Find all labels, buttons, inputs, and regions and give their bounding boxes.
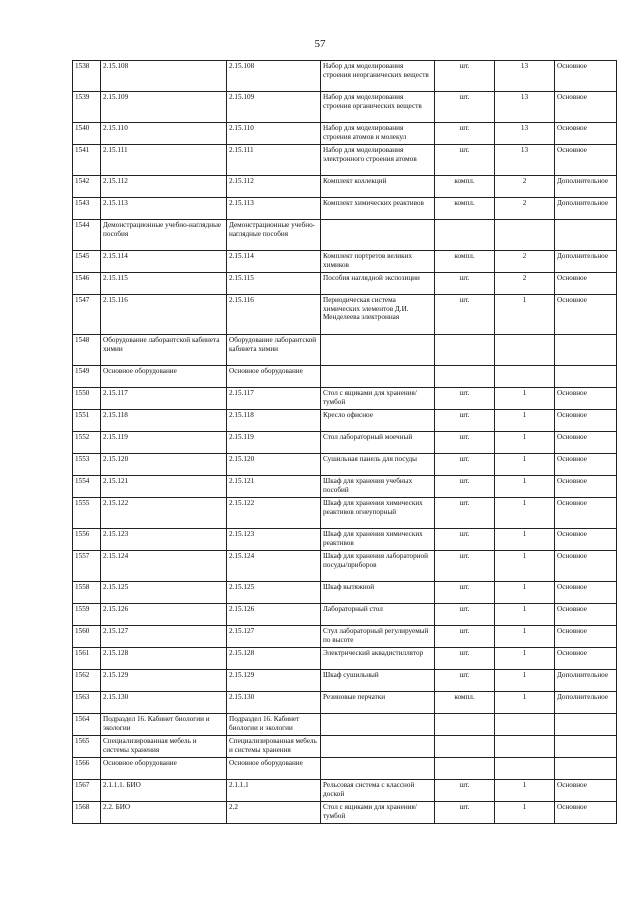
table-row — [73, 648, 617, 670]
item-code: 2.15.109 — [101, 92, 227, 123]
item-name: Пособия наглядной экспозиции — [321, 273, 435, 295]
item-code: 2.15.112 — [101, 176, 227, 198]
page-number: 57 — [314, 38, 326, 50]
item-code-alt: 2.15.110 — [227, 123, 321, 145]
item-code: 2.1.1.1. БИО — [101, 780, 227, 802]
item-code-alt: 2.15.112 — [227, 176, 321, 198]
item-code-alt: Подраздел 16. Кабинет биологии и экологии — [227, 714, 321, 736]
item-unit: компл. — [435, 251, 495, 273]
item-type: Дополнительное — [555, 692, 617, 714]
table-row — [73, 529, 617, 551]
item-code: Оборудование лаборантской кабинета химии — [101, 335, 227, 366]
item-type: Основное — [555, 551, 617, 582]
item-code: 2.15.123 — [101, 529, 227, 551]
item-type — [555, 758, 617, 780]
item-unit: шт. — [435, 432, 495, 454]
row-number: 1556 — [73, 529, 101, 551]
row-number: 1554 — [73, 476, 101, 498]
row-number: 1553 — [73, 454, 101, 476]
item-unit: шт. — [435, 780, 495, 802]
row-number: 1549 — [73, 366, 101, 388]
item-type: Дополнительное — [555, 670, 617, 692]
row-number: 1547 — [73, 295, 101, 335]
equipment-table-body — [73, 61, 617, 824]
item-unit: шт. — [435, 92, 495, 123]
item-quantity: 1 — [495, 454, 555, 476]
item-code: 2.15.115 — [101, 273, 227, 295]
item-type — [555, 736, 617, 758]
item-name: Сушильная панель для посуды — [321, 454, 435, 476]
item-unit: шт. — [435, 476, 495, 498]
item-code: 2.15.125 — [101, 582, 227, 604]
item-quantity: 1 — [495, 604, 555, 626]
item-name: Периодическая система химических элементов Д.И. Менделеева электронная — [321, 295, 435, 335]
item-name — [321, 714, 435, 736]
item-name — [321, 366, 435, 388]
item-code: 2.15.127 — [101, 626, 227, 648]
item-type: Основное — [555, 802, 617, 824]
item-quantity: 13 — [495, 145, 555, 176]
table-row — [73, 220, 617, 251]
item-type: Основное — [555, 582, 617, 604]
item-code-alt: 2.15.130 — [227, 692, 321, 714]
table-row — [73, 366, 617, 388]
item-quantity: 2 — [495, 251, 555, 273]
item-quantity: 1 — [495, 388, 555, 410]
table-row — [73, 626, 617, 648]
item-code: Основное оборудование — [101, 758, 227, 780]
item-quantity: 1 — [495, 551, 555, 582]
item-unit — [435, 714, 495, 736]
item-name: Шкаф для хранения химических реактивов огнеупорный — [321, 498, 435, 529]
item-code-alt: 2.15.109 — [227, 92, 321, 123]
table-row — [73, 176, 617, 198]
table-row — [73, 802, 617, 824]
item-unit — [435, 736, 495, 758]
item-unit: шт. — [435, 582, 495, 604]
item-code: 2.15.121 — [101, 476, 227, 498]
item-unit: компл. — [435, 692, 495, 714]
table-row — [73, 604, 617, 626]
item-code-alt: 2.15.116 — [227, 295, 321, 335]
item-code-alt: 2.15.128 — [227, 648, 321, 670]
item-code-alt: 2.15.125 — [227, 582, 321, 604]
item-code-alt: 2.15.121 — [227, 476, 321, 498]
item-unit — [435, 366, 495, 388]
item-code: 2.15.126 — [101, 604, 227, 626]
item-unit: шт. — [435, 551, 495, 582]
item-code-alt: Основное оборудование — [227, 366, 321, 388]
item-quantity: 1 — [495, 410, 555, 432]
item-name: Комплект химических реактивов — [321, 198, 435, 220]
item-quantity — [495, 714, 555, 736]
row-number: 1562 — [73, 670, 101, 692]
item-code: 2.15.113 — [101, 198, 227, 220]
table-row — [73, 670, 617, 692]
item-code: 2.15.118 — [101, 410, 227, 432]
item-name: Комплект коллекций — [321, 176, 435, 198]
item-type: Основное — [555, 92, 617, 123]
item-type: Основное — [555, 145, 617, 176]
item-quantity: 1 — [495, 692, 555, 714]
item-type: Основное — [555, 780, 617, 802]
row-number: 1540 — [73, 123, 101, 145]
row-number: 1539 — [73, 92, 101, 123]
item-quantity: 13 — [495, 92, 555, 123]
row-number: 1548 — [73, 335, 101, 366]
item-type: Основное — [555, 529, 617, 551]
table-row — [73, 198, 617, 220]
item-code: 2.15.110 — [101, 123, 227, 145]
item-unit: шт. — [435, 123, 495, 145]
item-code-alt: 2.1.1.1 — [227, 780, 321, 802]
item-name: Лабораторный стол — [321, 604, 435, 626]
item-name: Резиновые перчатки — [321, 692, 435, 714]
item-unit: компл. — [435, 198, 495, 220]
item-quantity — [495, 736, 555, 758]
item-unit — [435, 220, 495, 251]
item-name: Шкаф для хранения химических реактивов — [321, 529, 435, 551]
row-number: 1544 — [73, 220, 101, 251]
item-code: 2.15.120 — [101, 454, 227, 476]
item-code-alt: 2.15.127 — [227, 626, 321, 648]
table-row — [73, 780, 617, 802]
item-code-alt: 2.15.129 — [227, 670, 321, 692]
item-name: Стул лабораторный регулируемый по высоте — [321, 626, 435, 648]
item-unit: шт. — [435, 802, 495, 824]
item-code-alt: 2.15.115 — [227, 273, 321, 295]
table-row — [73, 61, 617, 92]
item-quantity — [495, 220, 555, 251]
item-quantity: 2 — [495, 198, 555, 220]
item-name — [321, 335, 435, 366]
item-unit: шт. — [435, 410, 495, 432]
item-quantity: 1 — [495, 529, 555, 551]
row-number: 1566 — [73, 758, 101, 780]
item-unit — [435, 758, 495, 780]
item-name: Электрический аквадистиллятор — [321, 648, 435, 670]
item-quantity: 1 — [495, 498, 555, 529]
item-unit: шт. — [435, 498, 495, 529]
item-name — [321, 736, 435, 758]
item-type — [555, 220, 617, 251]
item-unit: шт. — [435, 626, 495, 648]
item-unit: компл. — [435, 176, 495, 198]
row-number: 1555 — [73, 498, 101, 529]
item-type: Основное — [555, 410, 617, 432]
item-code-alt: Специализированная мебель и системы хранения — [227, 736, 321, 758]
item-unit: шт. — [435, 670, 495, 692]
row-number: 1560 — [73, 626, 101, 648]
item-quantity: 1 — [495, 802, 555, 824]
item-code-alt: 2.15.108 — [227, 61, 321, 92]
table-row — [73, 251, 617, 273]
item-name: Набор для моделирования строения атомов и молекул — [321, 123, 435, 145]
item-quantity: 1 — [495, 626, 555, 648]
item-code-alt: 2.15.122 — [227, 498, 321, 529]
item-type: Дополнительное — [555, 251, 617, 273]
item-type — [555, 366, 617, 388]
table-row — [73, 335, 617, 366]
item-unit: шт. — [435, 454, 495, 476]
row-number: 1552 — [73, 432, 101, 454]
row-number: 1564 — [73, 714, 101, 736]
item-name: Стол с ящиками для хранения/тумбой — [321, 802, 435, 824]
table-row — [73, 432, 617, 454]
table-row — [73, 736, 617, 758]
item-type: Дополнительное — [555, 176, 617, 198]
item-type: Основное — [555, 626, 617, 648]
item-code-alt: 2.15.118 — [227, 410, 321, 432]
item-name — [321, 220, 435, 251]
row-number: 1542 — [73, 176, 101, 198]
item-name: Набор для моделирования строения органических веществ — [321, 92, 435, 123]
table-row — [73, 123, 617, 145]
equipment-table — [72, 60, 617, 824]
table-row — [73, 145, 617, 176]
item-quantity: 1 — [495, 432, 555, 454]
item-name: Шкаф для хранения лабораторной посуды/приборов — [321, 551, 435, 582]
item-unit: шт. — [435, 648, 495, 670]
item-type — [555, 335, 617, 366]
table-row — [73, 388, 617, 410]
table-row — [73, 454, 617, 476]
item-name: Комплект портретов великих химиков — [321, 251, 435, 273]
item-code: 2.15.128 — [101, 648, 227, 670]
item-type: Дополнительное — [555, 198, 617, 220]
item-quantity: 1 — [495, 582, 555, 604]
item-code: Демонстрационные учебно-наглядные пособия — [101, 220, 227, 251]
item-unit: шт. — [435, 145, 495, 176]
row-number: 1568 — [73, 802, 101, 824]
item-type: Основное — [555, 432, 617, 454]
item-code: 2.2. БИО — [101, 802, 227, 824]
item-name: Шкаф сушильный — [321, 670, 435, 692]
item-code-alt: 2.15.113 — [227, 198, 321, 220]
item-code-alt: 2.15.123 — [227, 529, 321, 551]
item-quantity — [495, 758, 555, 780]
item-type: Основное — [555, 498, 617, 529]
item-code-alt: Демонстрационные учебно-наглядные пособия — [227, 220, 321, 251]
item-code: 2.15.111 — [101, 145, 227, 176]
item-type: Основное — [555, 273, 617, 295]
item-code-alt: 2.15.124 — [227, 551, 321, 582]
item-name: Шкаф вытяжной — [321, 582, 435, 604]
item-quantity: 1 — [495, 476, 555, 498]
row-number: 1550 — [73, 388, 101, 410]
item-name — [321, 758, 435, 780]
item-code: 2.15.129 — [101, 670, 227, 692]
item-type: Основное — [555, 388, 617, 410]
item-code: 2.15.122 — [101, 498, 227, 529]
item-code: 2.15.119 — [101, 432, 227, 454]
item-code-alt: 2.15.119 — [227, 432, 321, 454]
item-type — [555, 714, 617, 736]
item-quantity: 2 — [495, 273, 555, 295]
item-code-alt: 2.15.126 — [227, 604, 321, 626]
item-type: Основное — [555, 123, 617, 145]
item-type: Основное — [555, 476, 617, 498]
item-code: Основное оборудование — [101, 366, 227, 388]
table-row — [73, 551, 617, 582]
row-number: 1541 — [73, 145, 101, 176]
item-code: 2.15.114 — [101, 251, 227, 273]
item-code-alt: 2.15.114 — [227, 251, 321, 273]
row-number: 1563 — [73, 692, 101, 714]
item-quantity — [495, 366, 555, 388]
item-quantity: 2 — [495, 176, 555, 198]
item-name: Стол лабораторный моечный — [321, 432, 435, 454]
item-code-alt: 2.15.120 — [227, 454, 321, 476]
item-unit: шт. — [435, 604, 495, 626]
item-quantity: 1 — [495, 780, 555, 802]
item-code: 2.15.108 — [101, 61, 227, 92]
item-code-alt: Оборудование лаборантской кабинета химии — [227, 335, 321, 366]
item-type: Основное — [555, 454, 617, 476]
table-row — [73, 476, 617, 498]
row-number: 1558 — [73, 582, 101, 604]
row-number: 1546 — [73, 273, 101, 295]
item-code-alt: 2.15.117 — [227, 388, 321, 410]
item-unit: шт. — [435, 295, 495, 335]
item-unit — [435, 335, 495, 366]
item-quantity: 13 — [495, 123, 555, 145]
table-row — [73, 92, 617, 123]
item-name: Шкаф для хранения учебных пособий — [321, 476, 435, 498]
item-code: 2.15.124 — [101, 551, 227, 582]
table-row — [73, 582, 617, 604]
table-row — [73, 692, 617, 714]
item-code-alt: 2.15.111 — [227, 145, 321, 176]
item-code: Подраздел 16. Кабинет биологии и экологии — [101, 714, 227, 736]
item-type: Основное — [555, 61, 617, 92]
table-row — [73, 498, 617, 529]
item-name: Набор для моделирования электронного строения атомов — [321, 145, 435, 176]
table-row — [73, 295, 617, 335]
row-number: 1557 — [73, 551, 101, 582]
row-number: 1543 — [73, 198, 101, 220]
row-number: 1551 — [73, 410, 101, 432]
item-unit: шт. — [435, 273, 495, 295]
item-code: 2.15.130 — [101, 692, 227, 714]
item-quantity — [495, 335, 555, 366]
row-number: 1565 — [73, 736, 101, 758]
item-quantity: 1 — [495, 648, 555, 670]
row-number: 1559 — [73, 604, 101, 626]
item-name: Рельсовая система с классной доской — [321, 780, 435, 802]
item-code: Специализированная мебель и системы хранения — [101, 736, 227, 758]
item-code-alt: 2.2 — [227, 802, 321, 824]
row-number: 1567 — [73, 780, 101, 802]
item-name: Кресло офисное — [321, 410, 435, 432]
item-code-alt: Основное оборудование — [227, 758, 321, 780]
item-quantity: 1 — [495, 295, 555, 335]
row-number: 1538 — [73, 61, 101, 92]
row-number: 1545 — [73, 251, 101, 273]
table-row — [73, 410, 617, 432]
row-number: 1561 — [73, 648, 101, 670]
item-name: Набор для моделирования строения неорганических веществ — [321, 61, 435, 92]
item-code: 2.15.117 — [101, 388, 227, 410]
item-unit: шт. — [435, 61, 495, 92]
item-type: Основное — [555, 295, 617, 335]
table-row — [73, 758, 617, 780]
item-unit: шт. — [435, 529, 495, 551]
item-unit: шт. — [435, 388, 495, 410]
item-code: 2.15.116 — [101, 295, 227, 335]
item-type: Основное — [555, 604, 617, 626]
item-quantity: 13 — [495, 61, 555, 92]
table-row — [73, 714, 617, 736]
item-type: Основное — [555, 648, 617, 670]
item-quantity: 1 — [495, 670, 555, 692]
item-name: Стол с ящиками для хранения/тумбой — [321, 388, 435, 410]
table-row — [73, 273, 617, 295]
